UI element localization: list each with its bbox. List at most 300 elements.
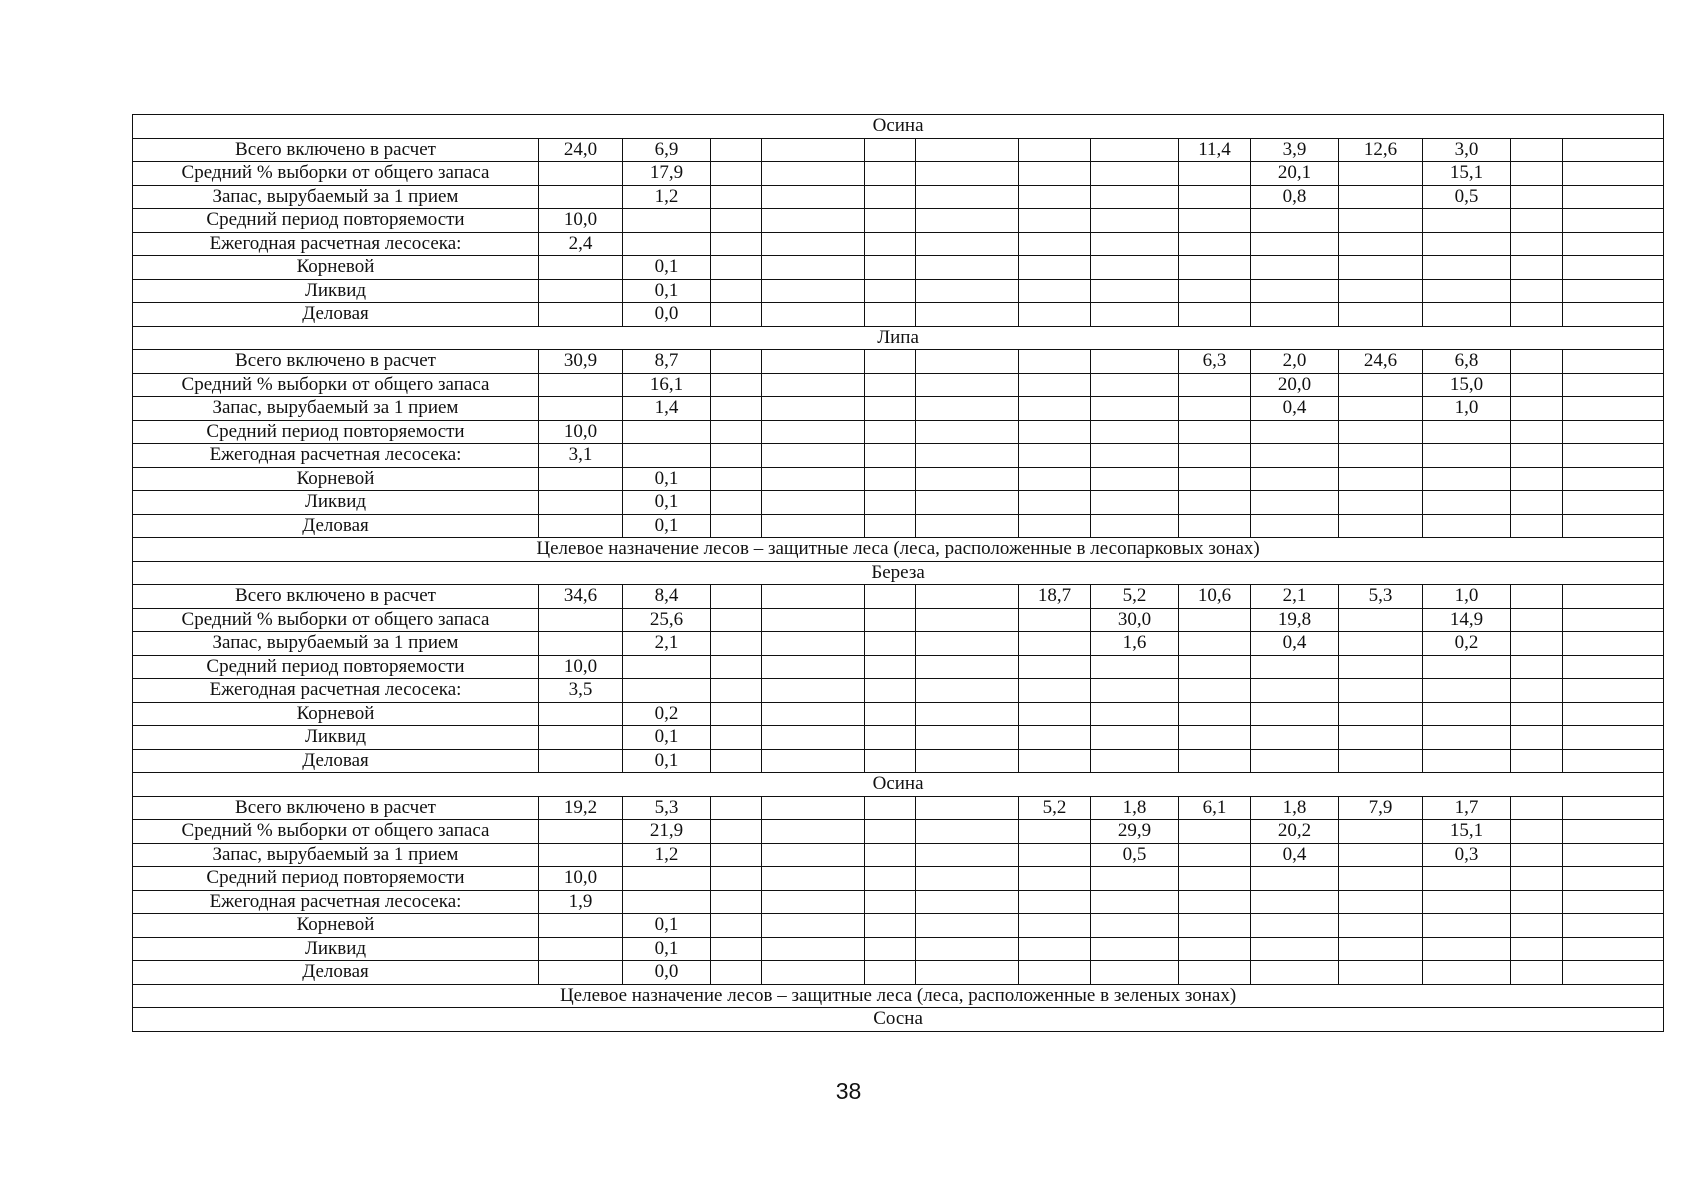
table-cell [1019, 937, 1091, 961]
table-cell [865, 914, 916, 938]
table-cell [916, 491, 1019, 515]
table-cell [1423, 655, 1511, 679]
table-cell [1563, 890, 1664, 914]
table-cell: 10,0 [539, 209, 623, 233]
table-cell [711, 444, 762, 468]
table-cell [1251, 702, 1339, 726]
table-cell [762, 350, 865, 374]
table-cell [1423, 420, 1511, 444]
table-cell [1339, 256, 1423, 280]
table-cell [1091, 373, 1179, 397]
table-cell [1339, 491, 1423, 515]
table-cell [1019, 632, 1091, 656]
row-label: Запас, вырубаемый за 1 прием [133, 397, 539, 421]
table-cell [1019, 726, 1091, 750]
table-cell: 1,8 [1251, 796, 1339, 820]
table-cell [539, 514, 623, 538]
table-cell: 15,0 [1423, 373, 1511, 397]
table-cell [1511, 702, 1563, 726]
table-cell [1563, 937, 1664, 961]
table-cell [1179, 961, 1251, 985]
row-label: Всего включено в расчет [133, 796, 539, 820]
table-cell: 0,1 [623, 256, 711, 280]
table-cell [711, 914, 762, 938]
table-cell [762, 655, 865, 679]
table-cell [1091, 209, 1179, 233]
table-cell [1179, 279, 1251, 303]
table-row [133, 820, 1664, 844]
table-cell [1423, 209, 1511, 233]
table-cell [916, 303, 1019, 327]
table-cell [1251, 444, 1339, 468]
table-cell [1563, 820, 1664, 844]
table-cell: 21,9 [623, 820, 711, 844]
table-cell [762, 585, 865, 609]
table-row [133, 514, 1664, 538]
table-cell: 0,3 [1423, 843, 1511, 867]
page-number: 38 [835, 1078, 862, 1104]
table-cell [711, 467, 762, 491]
table-cell [1179, 303, 1251, 327]
table-cell [1179, 937, 1251, 961]
table-row [133, 256, 1664, 280]
section-header: Береза [133, 561, 1664, 585]
table-cell [1019, 303, 1091, 327]
table-cell [1019, 467, 1091, 491]
table-cell [916, 726, 1019, 750]
table-row [133, 608, 1664, 632]
row-label: Ликвид [133, 726, 539, 750]
table-cell [1251, 467, 1339, 491]
row-label: Ежегодная расчетная лесосека: [133, 232, 539, 256]
row-label: Ликвид [133, 279, 539, 303]
table-cell [762, 467, 865, 491]
forest-calculation-table [132, 114, 1664, 1032]
table-cell: 0,0 [623, 303, 711, 327]
table-cell [1019, 232, 1091, 256]
table-cell [711, 585, 762, 609]
table-cell [1563, 279, 1664, 303]
table-cell [1339, 514, 1423, 538]
row-label: Запас, вырубаемый за 1 прием [133, 843, 539, 867]
table-cell: 0,2 [1423, 632, 1511, 656]
table-cell [539, 749, 623, 773]
table-cell: 16,1 [623, 373, 711, 397]
table-cell [1251, 890, 1339, 914]
table-cell [1091, 185, 1179, 209]
table-cell [1511, 467, 1563, 491]
table-cell [916, 420, 1019, 444]
table-cell [1091, 937, 1179, 961]
table-cell [1179, 373, 1251, 397]
table-cell [1091, 350, 1179, 374]
section-header: Сосна [133, 1008, 1664, 1032]
table-cell [1511, 890, 1563, 914]
table-cell [1511, 867, 1563, 891]
table-cell: 15,1 [1423, 162, 1511, 186]
table-cell [1511, 420, 1563, 444]
table-cell [1423, 914, 1511, 938]
table-cell [711, 608, 762, 632]
table-cell [762, 749, 865, 773]
table-cell [711, 232, 762, 256]
table-cell [1251, 514, 1339, 538]
table-cell: 20,2 [1251, 820, 1339, 844]
table-row [133, 138, 1664, 162]
table-cell: 6,8 [1423, 350, 1511, 374]
table-cell [1179, 256, 1251, 280]
table-cell: 0,1 [623, 937, 711, 961]
table-row [133, 491, 1664, 515]
table-cell [1511, 162, 1563, 186]
table-cell [762, 632, 865, 656]
table-cell: 10,6 [1179, 585, 1251, 609]
row-label: Средний период повторяемости [133, 867, 539, 891]
table-cell: 10,0 [539, 655, 623, 679]
table-cell [1251, 726, 1339, 750]
table-cell: 0,8 [1251, 185, 1339, 209]
table-cell: 17,9 [623, 162, 711, 186]
table-cell [1511, 303, 1563, 327]
table-cell [1339, 397, 1423, 421]
table-cell: 2,1 [623, 632, 711, 656]
table-cell [1511, 279, 1563, 303]
table-cell [762, 444, 865, 468]
table-cell: 10,0 [539, 867, 623, 891]
table-cell [762, 702, 865, 726]
table-cell [865, 632, 916, 656]
table-cell [865, 303, 916, 327]
section-header: Целевое назначение лесов – защитные леса (леса, расположенные в лесопарковых зонах) [133, 538, 1664, 562]
table-cell: 7,9 [1339, 796, 1423, 820]
section-header: Осина [133, 773, 1664, 797]
table-cell [1511, 914, 1563, 938]
table-cell [865, 491, 916, 515]
table-cell [865, 209, 916, 233]
table-cell [539, 303, 623, 327]
table-cell [1423, 491, 1511, 515]
table-row [133, 796, 1664, 820]
table-cell [711, 514, 762, 538]
table-cell [1179, 232, 1251, 256]
table-cell [1179, 702, 1251, 726]
table-cell [711, 796, 762, 820]
table-cell [1339, 655, 1423, 679]
table-cell [865, 514, 916, 538]
table-cell [916, 655, 1019, 679]
table-row [133, 185, 1664, 209]
table-cell [1563, 350, 1664, 374]
table-cell: 2,4 [539, 232, 623, 256]
table-cell [865, 890, 916, 914]
table-cell [1251, 279, 1339, 303]
table-cell [1019, 867, 1091, 891]
table-cell [1563, 185, 1664, 209]
table-row [133, 937, 1664, 961]
table-cell [762, 397, 865, 421]
table-cell [762, 373, 865, 397]
table-cell [539, 702, 623, 726]
table-cell [1091, 420, 1179, 444]
table-cell [711, 749, 762, 773]
table-cell [1251, 256, 1339, 280]
table-row [133, 162, 1664, 186]
table-body [133, 115, 1664, 1032]
table-cell [1339, 914, 1423, 938]
table-cell [1511, 373, 1563, 397]
table-cell: 0,1 [623, 467, 711, 491]
table-cell [1091, 514, 1179, 538]
table-cell: 0,1 [623, 726, 711, 750]
section-header: Липа [133, 326, 1664, 350]
table-cell [1091, 890, 1179, 914]
row-label: Ежегодная расчетная лесосека: [133, 890, 539, 914]
table-cell [1251, 749, 1339, 773]
table-cell [1511, 256, 1563, 280]
table-cell [1563, 397, 1664, 421]
table-cell [762, 608, 865, 632]
table-cell [916, 444, 1019, 468]
table-cell [1339, 185, 1423, 209]
table-cell [1511, 608, 1563, 632]
table-cell [1251, 914, 1339, 938]
table-cell [865, 420, 916, 444]
table-cell [916, 608, 1019, 632]
table-cell: 1,0 [1423, 585, 1511, 609]
row-label: Деловая [133, 961, 539, 985]
table-cell [762, 961, 865, 985]
table-row [133, 209, 1664, 233]
table-cell [916, 702, 1019, 726]
table-cell [1339, 420, 1423, 444]
table-cell: 0,1 [623, 279, 711, 303]
table-cell [916, 585, 1019, 609]
table-cell [1179, 655, 1251, 679]
table-cell [1019, 209, 1091, 233]
table-cell: 25,6 [623, 608, 711, 632]
table-cell: 1,4 [623, 397, 711, 421]
table-row [133, 843, 1664, 867]
table-cell [1091, 702, 1179, 726]
table-cell: 5,3 [1339, 585, 1423, 609]
table-cell: 30,0 [1091, 608, 1179, 632]
row-label: Корневой [133, 702, 539, 726]
table-row [133, 961, 1664, 985]
table-cell [1251, 491, 1339, 515]
table-cell [865, 350, 916, 374]
table-cell: 24,0 [539, 138, 623, 162]
table-cell: 0,0 [623, 961, 711, 985]
table-cell [1511, 679, 1563, 703]
table-cell [1423, 890, 1511, 914]
table-row [133, 467, 1664, 491]
table-cell [1179, 185, 1251, 209]
table-cell [865, 820, 916, 844]
table-cell: 2,0 [1251, 350, 1339, 374]
table-cell [865, 444, 916, 468]
table-cell [1563, 209, 1664, 233]
table-cell [1339, 867, 1423, 891]
table-cell [916, 467, 1019, 491]
table-cell [1251, 209, 1339, 233]
table-cell [1091, 162, 1179, 186]
table-row [133, 702, 1664, 726]
table-cell [1423, 867, 1511, 891]
table-cell [623, 232, 711, 256]
table-cell [1511, 796, 1563, 820]
table-cell [1091, 726, 1179, 750]
table-cell [865, 162, 916, 186]
table-cell [1251, 420, 1339, 444]
table-cell [711, 820, 762, 844]
table-cell [1423, 679, 1511, 703]
table-cell [1563, 256, 1664, 280]
table-cell [1179, 444, 1251, 468]
table-cell [1511, 585, 1563, 609]
table-cell: 0,1 [623, 491, 711, 515]
table-cell [865, 867, 916, 891]
table-cell [1563, 632, 1664, 656]
table-cell [916, 890, 1019, 914]
table-cell [539, 961, 623, 985]
table-cell [1179, 890, 1251, 914]
section-header-row [133, 115, 1664, 139]
table-cell [711, 256, 762, 280]
table-cell [1091, 444, 1179, 468]
table-cell [1019, 350, 1091, 374]
table-cell [1511, 350, 1563, 374]
table-row [133, 890, 1664, 914]
table-cell [1091, 867, 1179, 891]
table-cell [1511, 232, 1563, 256]
table-row [133, 655, 1664, 679]
table-cell [865, 185, 916, 209]
table-cell [1423, 514, 1511, 538]
table-row [133, 373, 1664, 397]
table-cell: 18,7 [1019, 585, 1091, 609]
table-cell [762, 138, 865, 162]
table-cell [711, 162, 762, 186]
row-label: Ликвид [133, 491, 539, 515]
table-cell [1563, 914, 1664, 938]
table-cell [1091, 749, 1179, 773]
table-cell [1423, 749, 1511, 773]
table-cell [1339, 162, 1423, 186]
table-cell [916, 138, 1019, 162]
table-cell [1563, 608, 1664, 632]
table-cell [1339, 209, 1423, 233]
table-cell [865, 232, 916, 256]
table-cell [1091, 961, 1179, 985]
table-cell [1423, 961, 1511, 985]
table-row [133, 867, 1664, 891]
table-cell [1091, 679, 1179, 703]
table-cell [916, 749, 1019, 773]
table-row [133, 397, 1664, 421]
table-cell [1019, 185, 1091, 209]
table-cell: 12,6 [1339, 138, 1423, 162]
table-cell [1179, 820, 1251, 844]
table-cell [1019, 279, 1091, 303]
row-label: Ежегодная расчетная лесосека: [133, 444, 539, 468]
table-cell [916, 373, 1019, 397]
table-cell [1511, 397, 1563, 421]
table-cell [762, 185, 865, 209]
table-cell [1339, 702, 1423, 726]
table-cell [1091, 303, 1179, 327]
table-cell [1511, 138, 1563, 162]
table-cell [762, 279, 865, 303]
table-row [133, 350, 1664, 374]
row-label: Всего включено в расчет [133, 138, 539, 162]
table-cell [1511, 632, 1563, 656]
table-cell: 14,9 [1423, 608, 1511, 632]
row-label: Корневой [133, 914, 539, 938]
table-cell [1179, 914, 1251, 938]
table-cell [711, 726, 762, 750]
table-cell [1563, 162, 1664, 186]
table-cell [1019, 914, 1091, 938]
table-cell [711, 491, 762, 515]
section-header: Осина [133, 115, 1664, 139]
table-cell [1179, 867, 1251, 891]
row-label: Запас, вырубаемый за 1 прием [133, 632, 539, 656]
table-cell [865, 679, 916, 703]
table-cell [1563, 961, 1664, 985]
table-cell [539, 491, 623, 515]
table-cell [762, 256, 865, 280]
table-cell [1339, 726, 1423, 750]
row-label: Корневой [133, 256, 539, 280]
table-cell: 29,9 [1091, 820, 1179, 844]
table-row [133, 585, 1664, 609]
table-cell [1511, 444, 1563, 468]
table-cell [916, 679, 1019, 703]
row-label: Средний период повторяемости [133, 209, 539, 233]
table-cell [865, 726, 916, 750]
table-cell [916, 867, 1019, 891]
table-cell: 1,2 [623, 843, 711, 867]
table-cell: 20,0 [1251, 373, 1339, 397]
table-cell [1339, 820, 1423, 844]
table-cell [1339, 467, 1423, 491]
table-cell [711, 890, 762, 914]
table-cell: 3,9 [1251, 138, 1339, 162]
table-cell [916, 256, 1019, 280]
table-cell [1423, 303, 1511, 327]
table-cell [865, 702, 916, 726]
table-cell: 6,3 [1179, 350, 1251, 374]
table-cell: 30,9 [539, 350, 623, 374]
table-cell [916, 820, 1019, 844]
table-cell [1563, 491, 1664, 515]
table-cell [1563, 138, 1664, 162]
table-cell [762, 303, 865, 327]
table-cell [1511, 937, 1563, 961]
row-label: Средний период повторяемости [133, 655, 539, 679]
table-cell [1179, 608, 1251, 632]
table-cell [1339, 608, 1423, 632]
section-header-row [133, 984, 1664, 1008]
table-row [133, 420, 1664, 444]
table-cell [1019, 749, 1091, 773]
section-header-row [133, 1008, 1664, 1032]
row-label: Ликвид [133, 937, 539, 961]
table-cell [1563, 655, 1664, 679]
row-label: Деловая [133, 303, 539, 327]
table-cell [916, 796, 1019, 820]
table-cell [1563, 420, 1664, 444]
